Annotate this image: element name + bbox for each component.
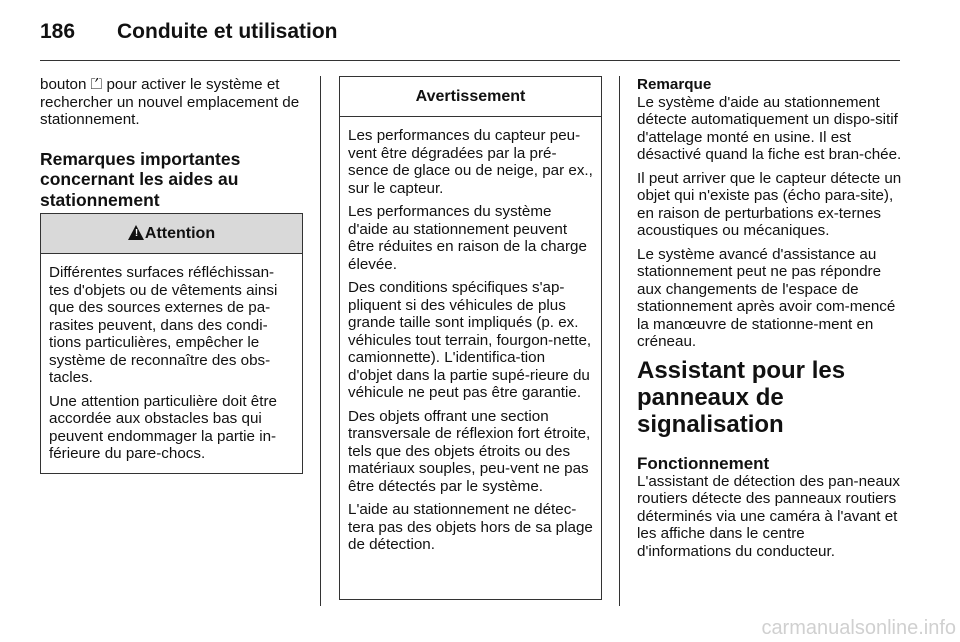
attention-paragraph: Une attention particulière doit être accordée aux obstacles bas qui peuvent endommager la partie in-férieure du pare-chocs.	[49, 392, 277, 462]
column-right	[637, 76, 903, 566]
attention-box-body	[41, 254, 302, 473]
avertissement-paragraph: L'aide au stationnement ne détec-tera pas des objets hors de sa plage de détection.	[348, 501, 593, 553]
avertissement-box-body	[340, 117, 601, 564]
intro-text: bouton ⏍ pour activer le système et rechercher un nouvel emplacement de stationnement.	[40, 76, 300, 128]
attention-box-header	[41, 214, 302, 254]
page-header	[40, 20, 900, 60]
attention-paragraph: Différentes surfaces réfléchissan-tes d'objets ou de vêtements ainsi que des sources externes de pa-rasites peuvent, dans des condi-tions particulières, empêcher le système de reconnaître des obs-tacles.	[49, 264, 278, 386]
column-left	[40, 76, 303, 220]
avertissement-paragraph: Des conditions spécifiques s'ap-pliquent si des véhicules de plus grande taille sont impliqués (p. ex. véhicules tout terrain, fourgon-nette, camionnette). L'identifica-tion d'objet dans la partie supé-rieure du véhicule ne peut pas être garantie.	[348, 279, 592, 401]
watermark: carmanualsonline.info	[761, 617, 956, 639]
remarque-paragraph: Le système d'aide au stationnement détecte automatiquement un dispo-sitif d'attelage monté en usine. Il est désactivé quand la fiche est bran-chée.	[637, 93, 902, 163]
avertissement-paragraph: Les performances du capteur peu-vent être dégradées par la pré-sence de glace ou de neige, par ex., sur le capteur.	[348, 127, 593, 197]
page-number: 186	[40, 20, 76, 43]
section-heading-remarques: Remarques importantes concernant les aides au stationnement	[40, 148, 241, 210]
avertissement-paragraph: Des objets offrant une section transversale de réflexion fort étroite, tels que des objets étroits ou des matériaux souples, peu-vent ne pas être détectés par le système.	[348, 407, 591, 495]
avertissement-box	[339, 76, 602, 600]
column-separator-right	[619, 76, 620, 606]
subsection-heading-fonctionnement: Fonctionnement	[637, 453, 770, 473]
fonctionnement-text: L'assistant de détection des pan-neaux routiers détecte des panneaux routiers déterminés via une caméra à l'avant et les affiche dans le centre d'informations du conducteur.	[637, 472, 900, 560]
remarque-paragraph: Le système avancé d'assistance au stationnement peut ne pas répondre aux changements de l'espace de stationnement après avoir com-mencé la manœuvre de stationne-ment en créneau.	[637, 245, 896, 350]
header-rule	[40, 60, 900, 61]
remarque-title: Remarque	[637, 76, 712, 93]
avertissement-paragraph: Les performances du système d'aide au stationnement peuvent être réduites en raison de la charge élevée.	[348, 203, 587, 273]
attention-title: Attention	[144, 225, 216, 242]
column-separator-left	[320, 76, 321, 606]
remarque-paragraph: Il peut arriver que le capteur détecte un objet qui n'existe pas (écho para-site), en raison de perturbations ex-ternes acoustiques ou mécaniques.	[637, 169, 902, 239]
warning-triangle-icon: !	[128, 225, 144, 240]
section-heading-assistant: Assistant pour les panneaux de signalisation	[637, 356, 846, 438]
avertissement-box-header: Avertissement	[340, 77, 601, 117]
attention-box	[40, 213, 303, 474]
page-title: Conduite et utilisation	[117, 20, 338, 43]
